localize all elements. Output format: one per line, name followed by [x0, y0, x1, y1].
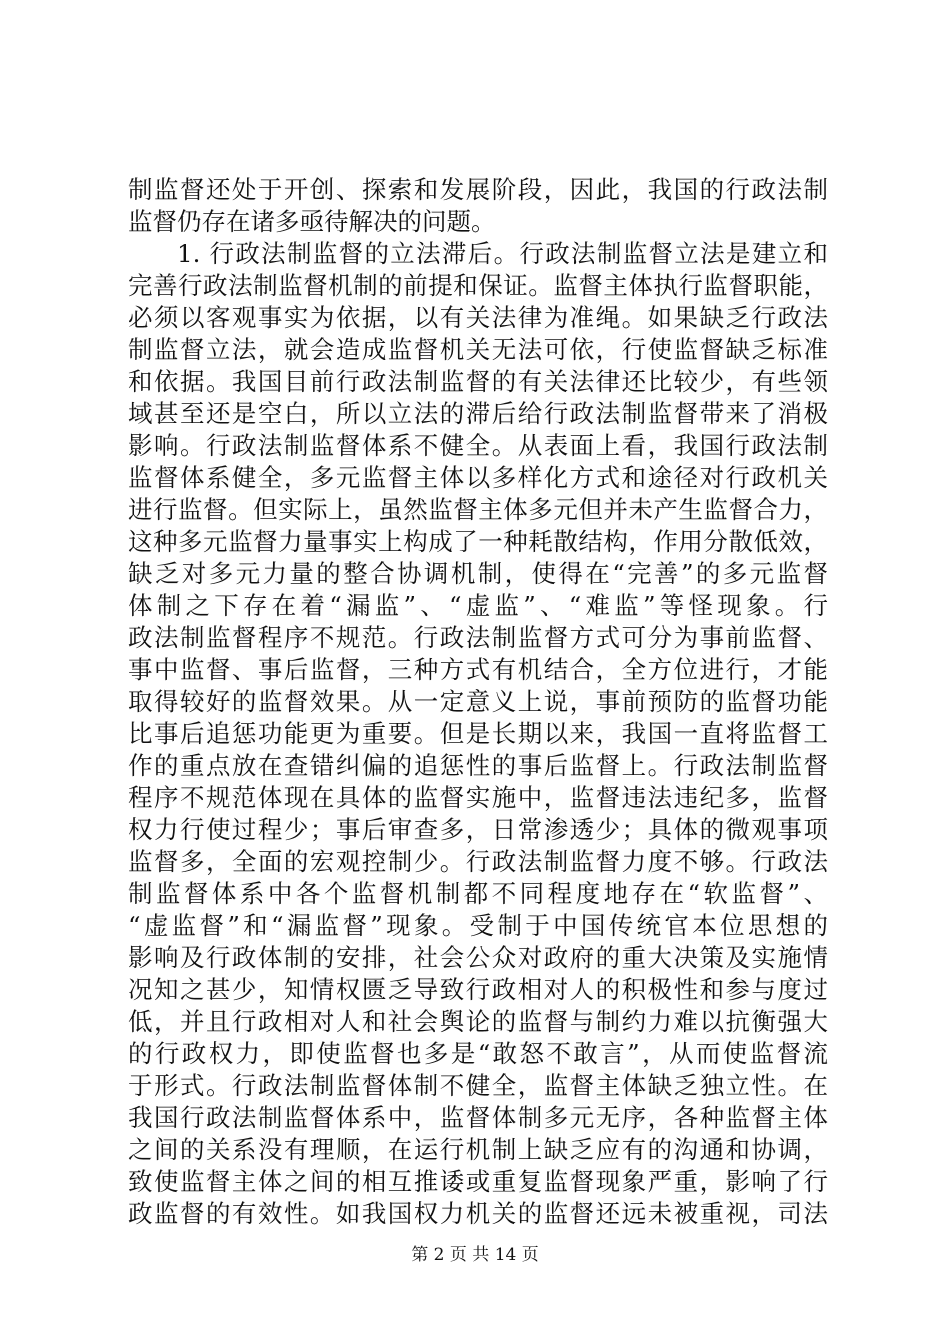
text-line: 况知之甚少，知情权匮乏导致行政相对人的积极性和参与度过 [128, 975, 828, 1004]
text-line: 这种多元监督力量事实上构成了一种耗散结构，作用分散低效， [128, 527, 828, 556]
paragraph-1 [128, 174, 828, 238]
text-line: 之间的关系没有理顺，在运行机制上缺乏应有的沟通和协调， [128, 1135, 828, 1164]
paragraph-2 [128, 238, 828, 1230]
page-number-label: 第 2 页 共 14 页 [411, 1245, 539, 1265]
text-line: 制监督体系中各个监督机制都不同程度地存在“软监督”、 [128, 879, 828, 908]
text-line: 制监督立法，就会造成监督机关无法可依，行使监督缺乏标准 [128, 335, 828, 364]
text-line: 体制之下存在着“漏监”、“虚监”、“难监”等怪现象。行 [128, 591, 828, 620]
text-line: 影响及行政体制的安排，社会公众对政府的重大决策及实施情 [128, 943, 828, 972]
text-line: 和依据。我国目前行政法制监督的有关法律还比较少，有些领 [128, 367, 828, 396]
text-line: 制监督还处于开创、探索和发展阶段，因此，我国的行政法制 [128, 175, 828, 204]
text-line: 1. 行政法制监督的立法滞后。行政法制监督立法是建立和 [177, 239, 828, 268]
text-line: 影响。行政法制监督体系不健全。从表面上看，我国行政法制 [128, 431, 828, 460]
text-line: 低，并且行政相对人和社会舆论的监督与制约力难以抗衡强大 [128, 1007, 828, 1036]
text-line: 我国行政法制监督体系中，监督体制多元无序，各种监督主体 [128, 1103, 828, 1132]
text-line: 必须以客观事实为依据，以有关法律为准绳。如果缺乏行政法 [128, 303, 828, 332]
text-line: 比事后追惩功能更为重要。但是长期以来，我国一直将监督工 [128, 719, 828, 748]
text-line: 完善行政法制监督机制的前提和保证。监督主体执行监督职能， [128, 271, 828, 300]
text-line: 政监督的有效性。如我国权力机关的监督还远未被重视，司法 [128, 1199, 828, 1228]
text-line: 的行政权力，即使监督也多是“敢怒不敢言”，从而使监督流 [128, 1039, 828, 1068]
text-line: 监督体系健全，多元监督主体以多样化方式和途径对行政机关 [128, 463, 828, 492]
text-line: 权力行使过程少；事后审查多，日常渗透少；具体的微观事项 [128, 815, 828, 844]
text-line: 监督仍存在诸多亟待解决的问题。 [128, 207, 496, 236]
text-line: 程序不规范体现在具体的监督实施中，监督违法违纪多，监督 [128, 783, 828, 812]
text-line: 监督多，全面的宏观控制少。行政法制监督力度不够。行政法 [128, 847, 828, 876]
text-line: 作的重点放在查错纠偏的追惩性的事后监督上。行政法制监督 [128, 751, 828, 780]
text-line: 缺乏对多元力量的整合协调机制，使得在“完善”的多元监督 [128, 559, 828, 588]
page-footer [0, 1243, 950, 1267]
text-line: 域甚至还是空白，所以立法的滞后给行政法制监督带来了消极 [128, 399, 828, 428]
text-line: “虚监督”和“漏监督”现象。受制于中国传统官本位思想的 [128, 911, 828, 940]
text-line: 致使监督主体之间的相互推诿或重复监督现象严重，影响了行 [128, 1167, 828, 1196]
text-line: 进行监督。但实际上，虽然监督主体多元但并未产生监督合力， [128, 495, 828, 524]
document-body [128, 174, 828, 1230]
text-line: 事中监督、事后监督，三种方式有机结合，全方位进行，才能 [128, 655, 828, 684]
text-line: 政法制监督程序不规范。行政法制监督方式可分为事前监督、 [128, 623, 828, 652]
text-line: 于形式。行政法制监督体制不健全，监督主体缺乏独立性。在 [128, 1071, 828, 1100]
text-line: 取得较好的监督效果。从一定意义上说，事前预防的监督功能 [128, 687, 828, 716]
